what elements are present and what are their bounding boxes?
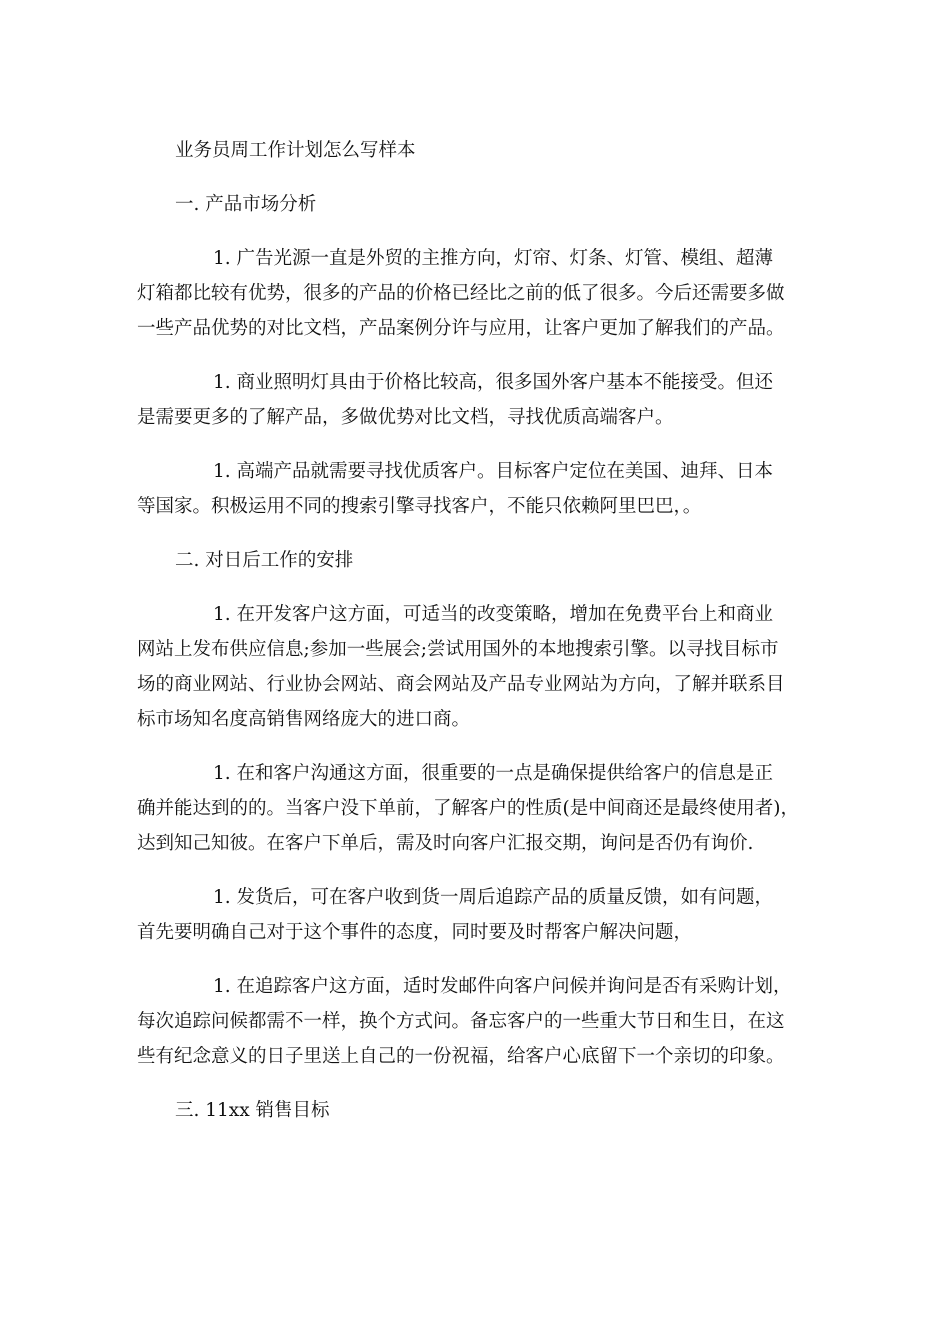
paragraph — [137, 241, 817, 346]
paragraph — [137, 597, 817, 737]
paragraph-line: 1. 发货后，可在客户收到货一周后追踪产品的质量反馈，如有问题， — [213, 887, 774, 908]
paragraph-line: 些有纪念意义的日子里送上自己的一份祝福，给客户心底留下一个亲切的印象。 — [137, 1046, 785, 1067]
paragraph-line: 1. 高端产品就需要寻找优质客户。目标客户定位在美国、迪拜、日本 — [213, 461, 774, 482]
paragraph-line: 确并能达到的的。当客户没下单前，了解客户的性质(是中间商还是最终使用者)， — [137, 798, 799, 819]
paragraph — [137, 756, 817, 861]
paragraph-line: 1. 商业照明灯具由于价格比较高，很多国外客户基本不能接受。但还 — [213, 372, 774, 393]
document-body — [137, 133, 817, 1147]
section-heading-3: 三. 11xx 销售目标 — [175, 1100, 330, 1121]
paragraph-line: 网站上发布供应信息;参加一些展会;尝试用国外的本地搜索引擎。以寻找目标市 — [137, 639, 779, 660]
paragraph-line: 每次追踪问候都需不一样，换个方式问。备忘客户的一些重大节日和生日，在这 — [137, 1011, 785, 1032]
paragraph-line: 首先要明确自己对于这个事件的态度，同时要及时帮客户解决问题， — [137, 922, 693, 943]
paragraph — [137, 880, 817, 950]
section-heading-1: 一. 产品市场分析 — [175, 194, 317, 215]
paragraph-line: 等国家。积极运用不同的搜索引擎寻找客户，不能只依赖阿里巴巴，。 — [137, 496, 702, 517]
paragraph — [137, 454, 817, 524]
paragraph — [137, 969, 817, 1074]
paragraph-line: 1. 在开发客户这方面，可适当的改变策略，增加在免费平台上和商业 — [213, 604, 774, 625]
paragraph-line: 是需要更多的了解产品，多做优势对比文档，寻找优质高端客户。 — [137, 407, 674, 428]
paragraph-line: 1. 在和客户沟通这方面，很重要的一点是确保提供给客户的信息是正 — [213, 763, 774, 784]
paragraph-line: 一些产品优势的对比文档，产品案例分许与应用，让客户更加了解我们的产品。 — [137, 318, 785, 339]
paragraph — [137, 365, 817, 435]
section-heading-2: 二. 对日后工作的安排 — [175, 550, 354, 571]
paragraph-line: 场的商业网站、行业协会网站、商会网站及产品专业网站为方向，了解并联系目 — [137, 674, 785, 695]
paragraph-line: 标市场知名度高销售网络庞大的进口商。 — [137, 709, 471, 730]
paragraph-line: 达到知己知彼。在客户下单后，需及时向客户汇报交期，询问是否仍有询价. — [137, 833, 754, 854]
paragraph-line: 1. 广告光源一直是外贸的主推方向，灯帘、灯条、灯管、模组、超薄 — [213, 248, 774, 269]
document-title: 业务员周工作计划怎么写样本 — [175, 140, 416, 161]
paragraph-line: 1. 在追踪客户这方面，适时发邮件向客户问候并询问是否有采购计划， — [213, 976, 792, 997]
paragraph-line: 灯箱都比较有优势，很多的产品的价格已经比之前的低了很多。今后还需要多做 — [137, 283, 785, 304]
